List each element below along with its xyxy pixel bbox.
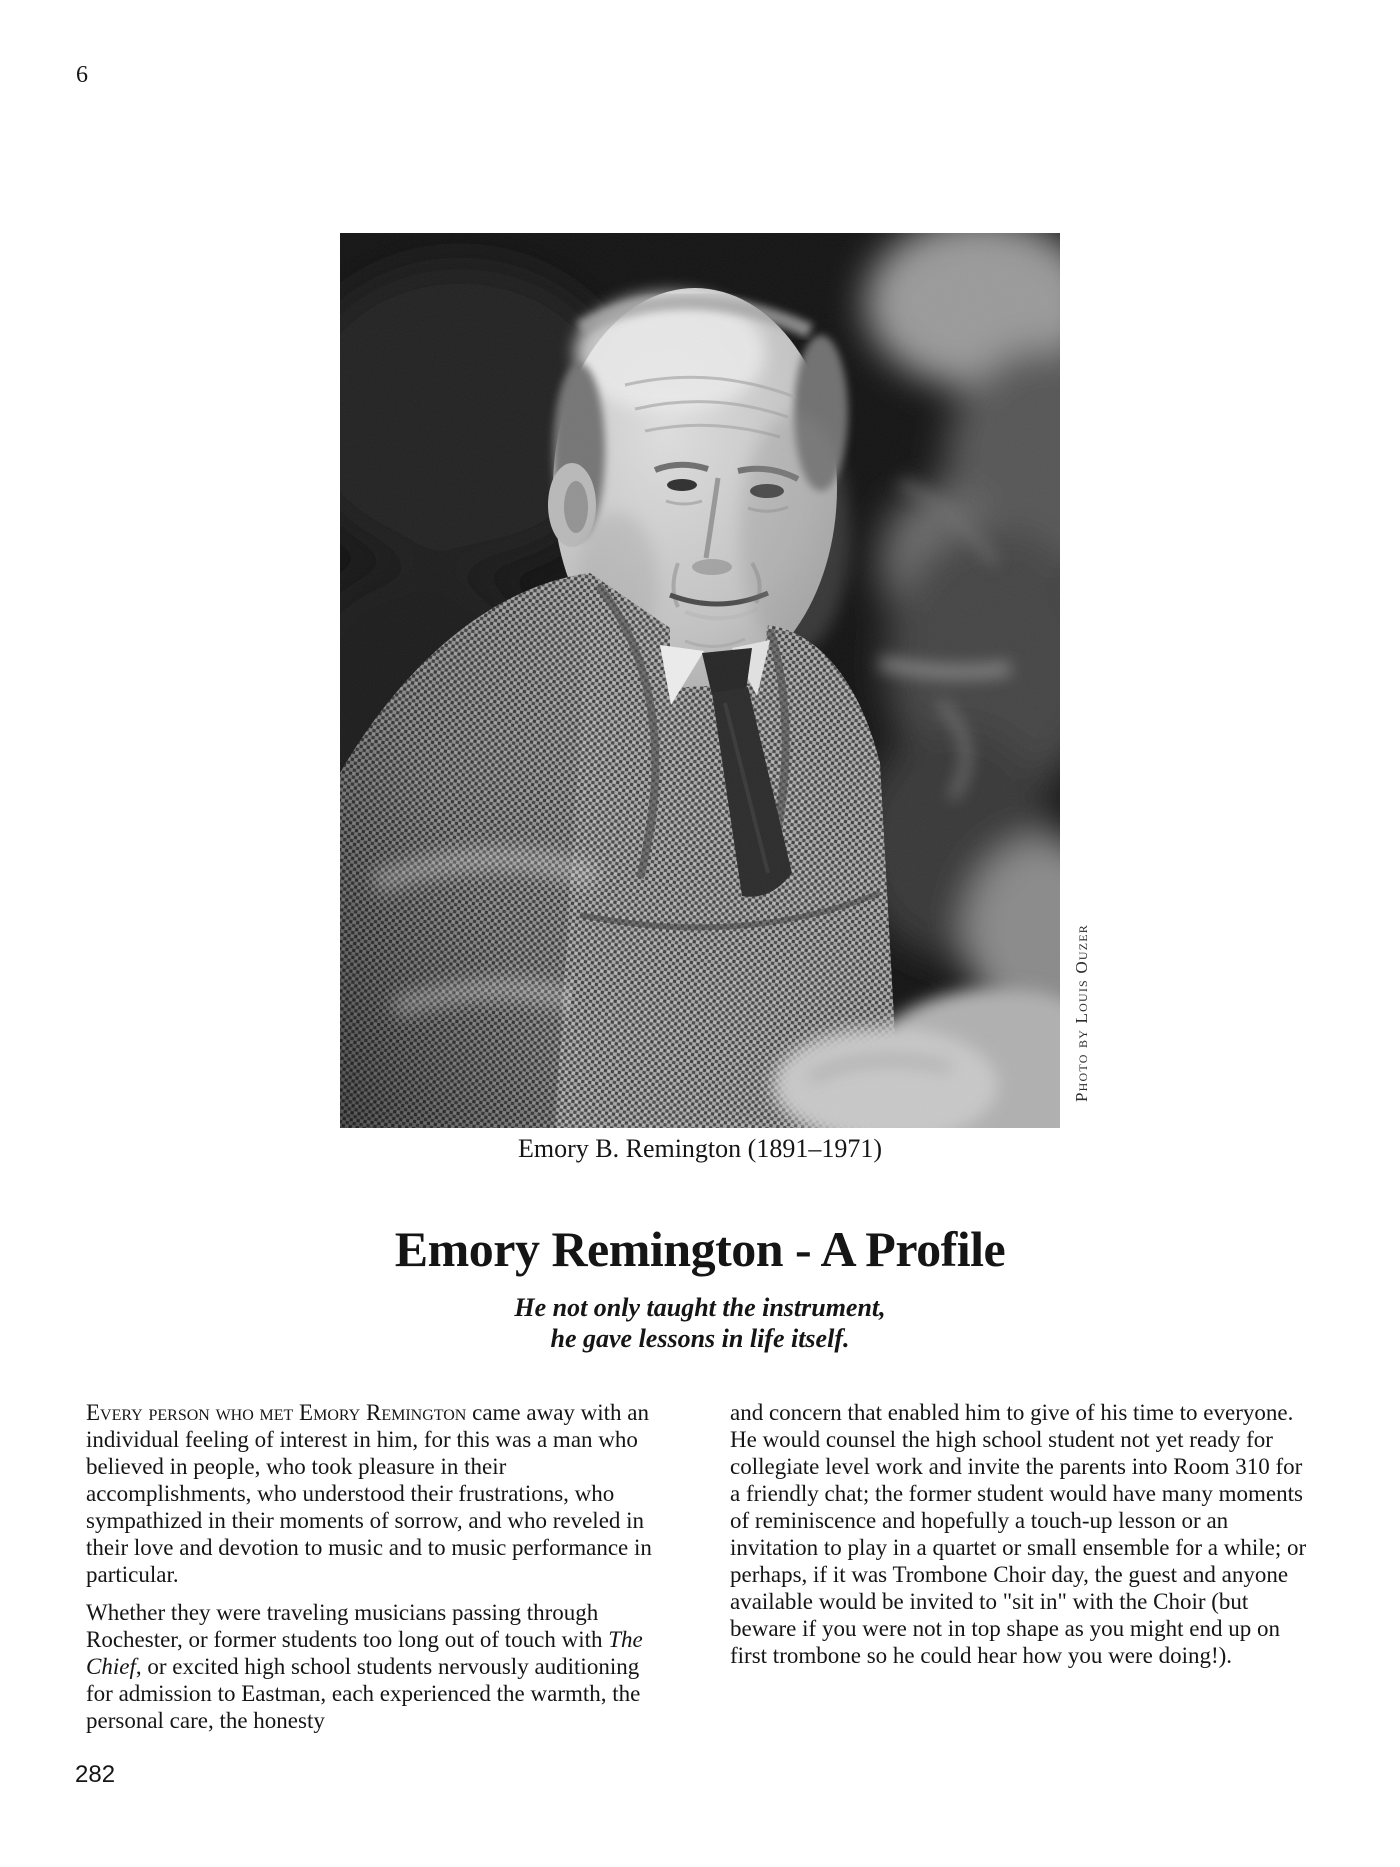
article-subtitle-line1: He not only taught the instrument, <box>514 1293 886 1322</box>
paragraph-2-text-before: Whether they were traveling musicians passing through Rochester, or former students too long out of touch with <box>86 1600 609 1652</box>
page-number-top: 6 <box>76 62 88 88</box>
paragraph-2-italic-title: The Chief <box>86 1627 643 1679</box>
article-title: Emory Remington - A Profile <box>394 1221 1006 1277</box>
article-subtitle-line2: he gave lessons in life itself. <box>550 1324 850 1353</box>
body-column-right <box>730 1399 1316 1745</box>
article-body <box>86 1399 1316 1745</box>
body-column-left <box>86 1399 660 1745</box>
paragraph-3: and concern that enabled him to give of his time to everyone. He would counsel the high school student not yet ready for collegiate level work and invite the parents into Room 310 for a friendly chat; the former student would have many moments of reminiscence and hopefully a touch-up lesson or an invitation to play in a quartet or small ensemble for a while; or perhaps, if it was Trombone Choir day, the guest and anyone available would be invited to "sit in" with the Choir (but beware if you were not in top shape as you might end up on first trombone so he could hear how you were doing!). <box>730 1400 1307 1668</box>
photo-credit: Photo by Louis Ouzer <box>1072 924 1091 1102</box>
photo-grain-overlay <box>340 233 1060 1128</box>
portrait-photo <box>340 233 1060 1128</box>
portrait-figure <box>340 233 1060 1128</box>
paragraph-1 <box>86 1399 660 1588</box>
page-number-bottom: 282 <box>75 1761 116 1788</box>
paragraph-1-text: came away with an individual feeling of interest in him, for this was a man who believed in people, who took pleasure in their accomplishments, who understood their frustrations, who sympathized in their moments of sorrow, and who reveled in their love and devotion to music and to music performance in particular. <box>86 1400 652 1587</box>
article-subtitle <box>0 1292 1400 1354</box>
photo-caption: Emory B. Remington (1891–1971) <box>518 1134 882 1163</box>
paragraph-2-text-after: , or excited high school students nervously auditioning for admission to Eastman, each experienced the warmth, the personal care, the honesty <box>86 1654 641 1733</box>
paragraph-1-leadin: Every person who met Emory Remington <box>86 1400 467 1425</box>
paragraph-2 <box>86 1599 660 1734</box>
